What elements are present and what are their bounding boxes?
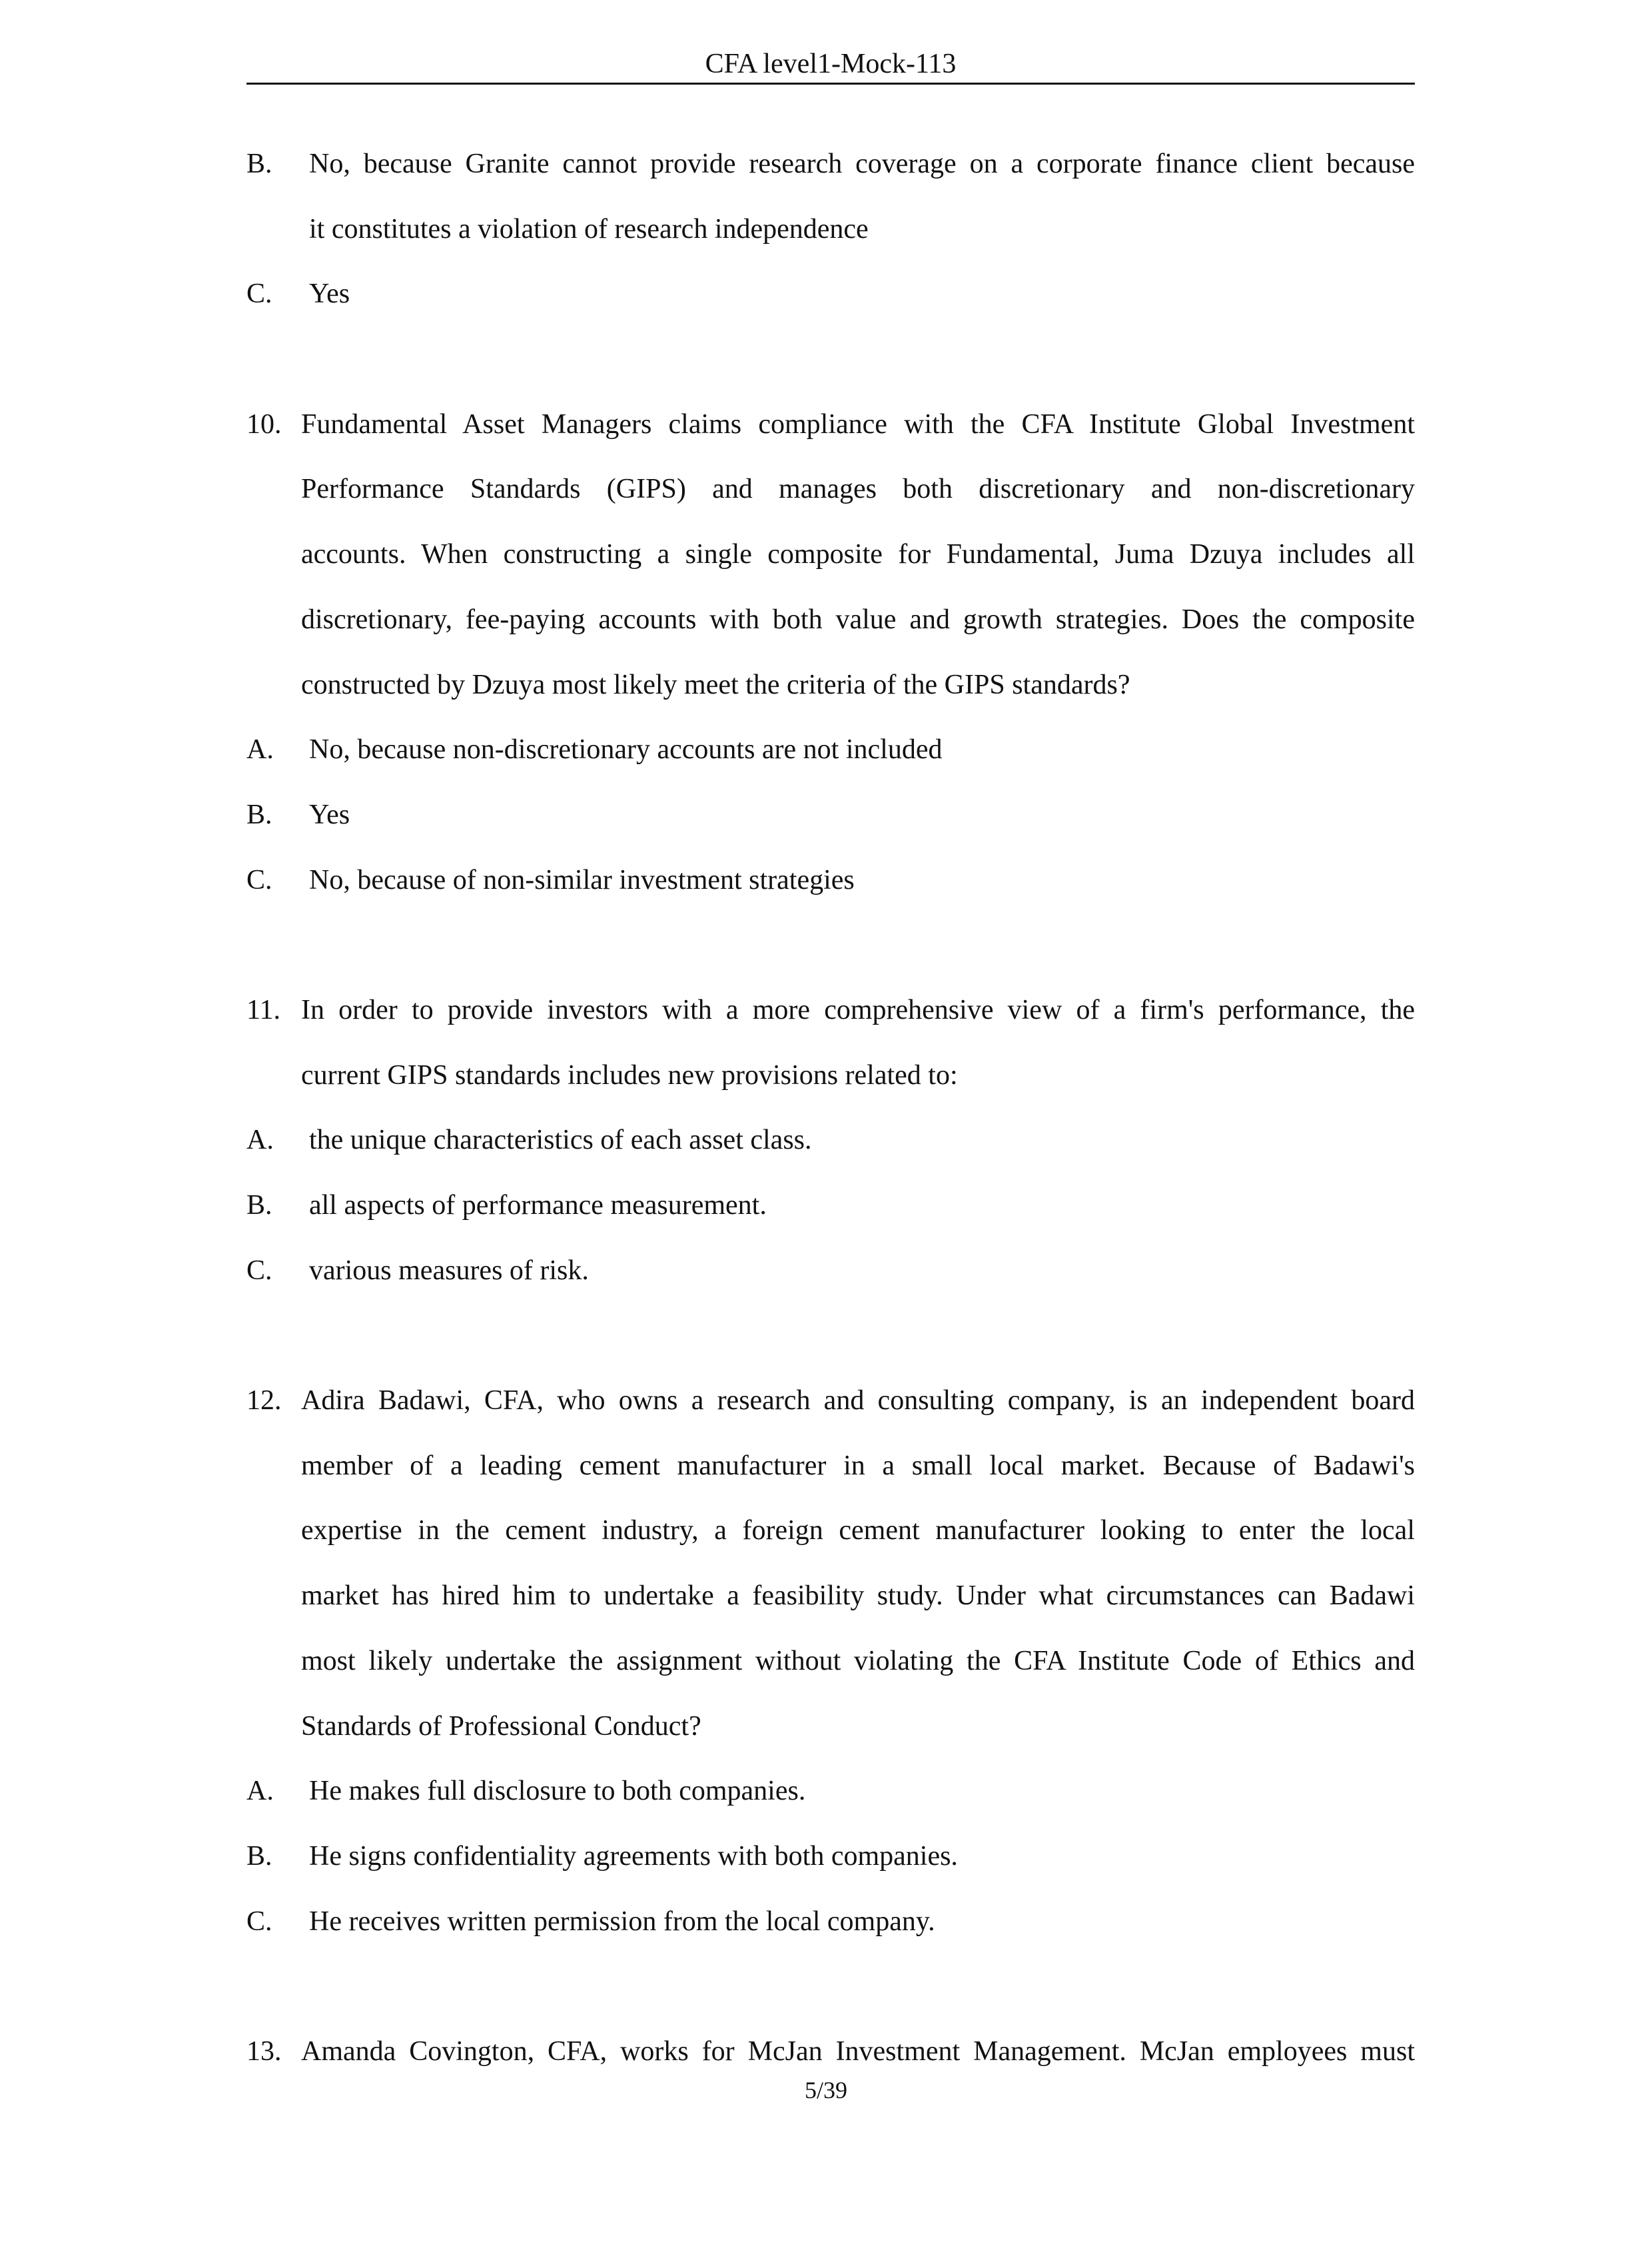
option-letter: C. xyxy=(246,864,272,895)
option-letter: C. xyxy=(246,1906,272,1937)
question-number: 10. xyxy=(246,408,282,440)
question-10 xyxy=(246,392,1415,913)
question-13 xyxy=(246,2019,1415,2085)
option-text: He signs confidentiality agreements with both companies. xyxy=(309,1840,958,1872)
option-text: No, because Granite cannot provide research coverage on a corporate finance client because xyxy=(309,149,1415,179)
option-letter: A. xyxy=(246,1776,274,1807)
question-number: 13. xyxy=(246,2035,282,2067)
q12-option-c xyxy=(246,1890,1415,1955)
question-number: 11. xyxy=(246,994,280,1025)
question-text-line: accounts. When constructing a single composite for Fundamental, Juma Dzuya includes all xyxy=(301,539,1415,570)
option-letter: B. xyxy=(246,799,272,830)
page-header xyxy=(246,45,1415,85)
option-text: Yes xyxy=(309,799,350,830)
q10-option-a xyxy=(246,718,1415,783)
q10-option-c xyxy=(246,848,1415,913)
option-text: Yes xyxy=(309,279,350,310)
option-text: various measures of risk. xyxy=(309,1255,589,1286)
question-text-line: current GIPS standards includes new provisions related to: xyxy=(301,1059,958,1091)
header-title: CFA level1-Mock-113 xyxy=(705,49,957,79)
q11-option-c xyxy=(246,1239,1415,1304)
option-text: all aspects of performance measurement. xyxy=(309,1190,767,1221)
option-letter: B. xyxy=(246,1190,272,1221)
question-text-line: Standards of Professional Conduct? xyxy=(301,1710,701,1742)
page-footer xyxy=(0,2075,1652,2105)
option-letter: A. xyxy=(246,1125,274,1156)
option-letter: B. xyxy=(246,1840,272,1872)
q12-option-a xyxy=(246,1759,1415,1824)
option-letter: C. xyxy=(246,1255,272,1286)
question-text-line: Amanda Covington, CFA, works for McJan Investment Management. McJan employees must xyxy=(301,2035,1415,2067)
question-text-line: Fundamental Asset Managers claims compliance with the CFA Institute Global Investment xyxy=(301,408,1415,440)
question-12 xyxy=(246,1369,1415,1954)
option-text: He receives written permission from the local company. xyxy=(309,1906,935,1937)
q9-option-c xyxy=(246,262,1415,327)
question-text-line: most likely undertake the assignment without violating the CFA Institute Code of Ethics and xyxy=(301,1645,1415,1676)
option-text: the unique characteristics of each asset class. xyxy=(309,1125,812,1156)
option-text: No, because non-discretionary accounts are not included xyxy=(309,734,943,766)
question-text-line: expertise in the cement industry, a foreign cement manufacturer looking to enter the local xyxy=(301,1515,1415,1546)
option-letter: B. xyxy=(246,149,272,179)
option-letter: A. xyxy=(246,734,274,766)
q10-option-b xyxy=(246,783,1415,848)
q12-option-b xyxy=(246,1824,1415,1890)
question-text-line: In order to provide investors with a more comprehensive view of a firm's performance, the xyxy=(301,994,1415,1025)
question-11 xyxy=(246,978,1415,1303)
q11-option-a xyxy=(246,1108,1415,1173)
option-text: He makes full disclosure to both companies. xyxy=(309,1776,806,1807)
page-content xyxy=(246,132,1415,2085)
question-text-line: discretionary, fee-paying accounts with both value and growth strategies. Does the composite xyxy=(301,604,1415,635)
option-text: No, because of non-similar investment strategies xyxy=(309,864,855,895)
option-letter: C. xyxy=(246,279,272,310)
question-text-line: market has hired him to undertake a feasibility study. Under what circumstances can Badawi xyxy=(301,1580,1415,1612)
question-text-line: Performance Standards (GIPS) and manages both discretionary and non-discretionary xyxy=(301,474,1415,505)
question-number: 12. xyxy=(246,1385,282,1416)
q9-option-b xyxy=(246,132,1415,262)
page-number: 5/39 xyxy=(804,2077,847,2103)
question-text-line: member of a leading cement manufacturer in a small local market. Because of Badawi's xyxy=(301,1450,1415,1481)
option-text-continued: it constitutes a violation of research independence xyxy=(309,213,869,245)
question-text-line: constructed by Dzuya most likely meet the criteria of the GIPS standards? xyxy=(301,669,1130,700)
q11-option-b xyxy=(246,1173,1415,1239)
question-text-line: Adira Badawi, CFA, who owns a research and consulting company, is an independent board xyxy=(301,1385,1415,1416)
